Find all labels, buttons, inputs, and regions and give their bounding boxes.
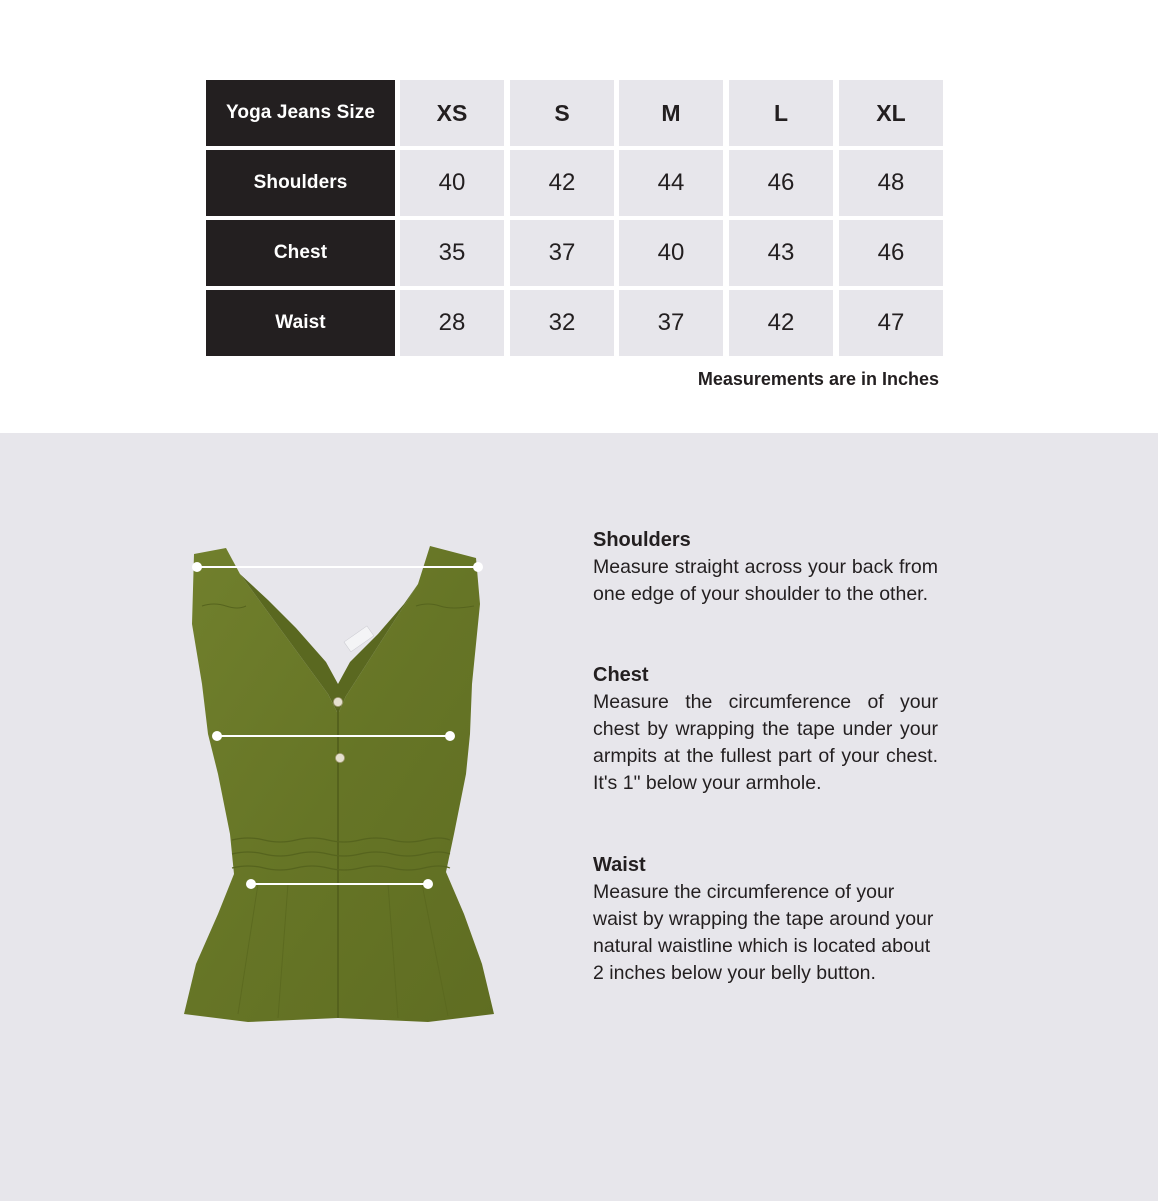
- guide-text: Measure straight across your back from one edge of your shoulder to the other.: [593, 556, 938, 605]
- table-cell: 37: [510, 220, 614, 286]
- table-cell: 40: [619, 220, 723, 286]
- size-header: M: [619, 80, 723, 146]
- table-row: [206, 150, 943, 216]
- guide-title: Shoulders: [593, 529, 691, 551]
- button-icon: [336, 754, 345, 763]
- table-cell: 43: [729, 220, 833, 286]
- chest-guide: [593, 662, 938, 797]
- garment-illustration: [178, 544, 500, 1028]
- table-cell: 32: [510, 290, 614, 356]
- size-chart-section: [0, 0, 1158, 433]
- table-cell: 47: [839, 290, 943, 356]
- guide-text: Measure the circumference of your chest by wrapping the tape under your armpits at the fullest part of your chest. It's 1" below your armhole.: [593, 691, 938, 794]
- table-row: [206, 290, 943, 356]
- size-header: L: [729, 80, 833, 146]
- shoulders-guide: [593, 527, 938, 608]
- row-label: Waist: [206, 290, 395, 356]
- table-cell: 28: [400, 290, 504, 356]
- measure-guide-section: [0, 433, 1158, 1201]
- guide-title: Chest: [593, 664, 649, 686]
- table-cell: 44: [619, 150, 723, 216]
- size-header: XS: [400, 80, 504, 146]
- table-cell: 35: [400, 220, 504, 286]
- table-cell: 42: [510, 150, 614, 216]
- header-label: Yoga Jeans Size: [206, 80, 395, 146]
- table-cell: 42: [729, 290, 833, 356]
- guide-text: Measure the circumference of your waist by wrapping the tape around your natural waistline which is located about 2 inches below your belly button.: [593, 881, 934, 984]
- row-label: Shoulders: [206, 150, 395, 216]
- guide-title: Waist: [593, 854, 646, 876]
- table-cell: 46: [729, 150, 833, 216]
- table-header-row: [206, 80, 943, 146]
- row-label: Chest: [206, 220, 395, 286]
- waist-guide: [593, 852, 938, 987]
- size-header: XL: [839, 80, 943, 146]
- units-note: Measurements are in Inches: [697, 369, 939, 389]
- size-header: S: [510, 80, 614, 146]
- table-cell: 48: [839, 150, 943, 216]
- table-cell: 46: [839, 220, 943, 286]
- table-row: [206, 220, 943, 286]
- table-cell: 40: [400, 150, 504, 216]
- button-icon: [334, 698, 343, 707]
- table-cell: 37: [619, 290, 723, 356]
